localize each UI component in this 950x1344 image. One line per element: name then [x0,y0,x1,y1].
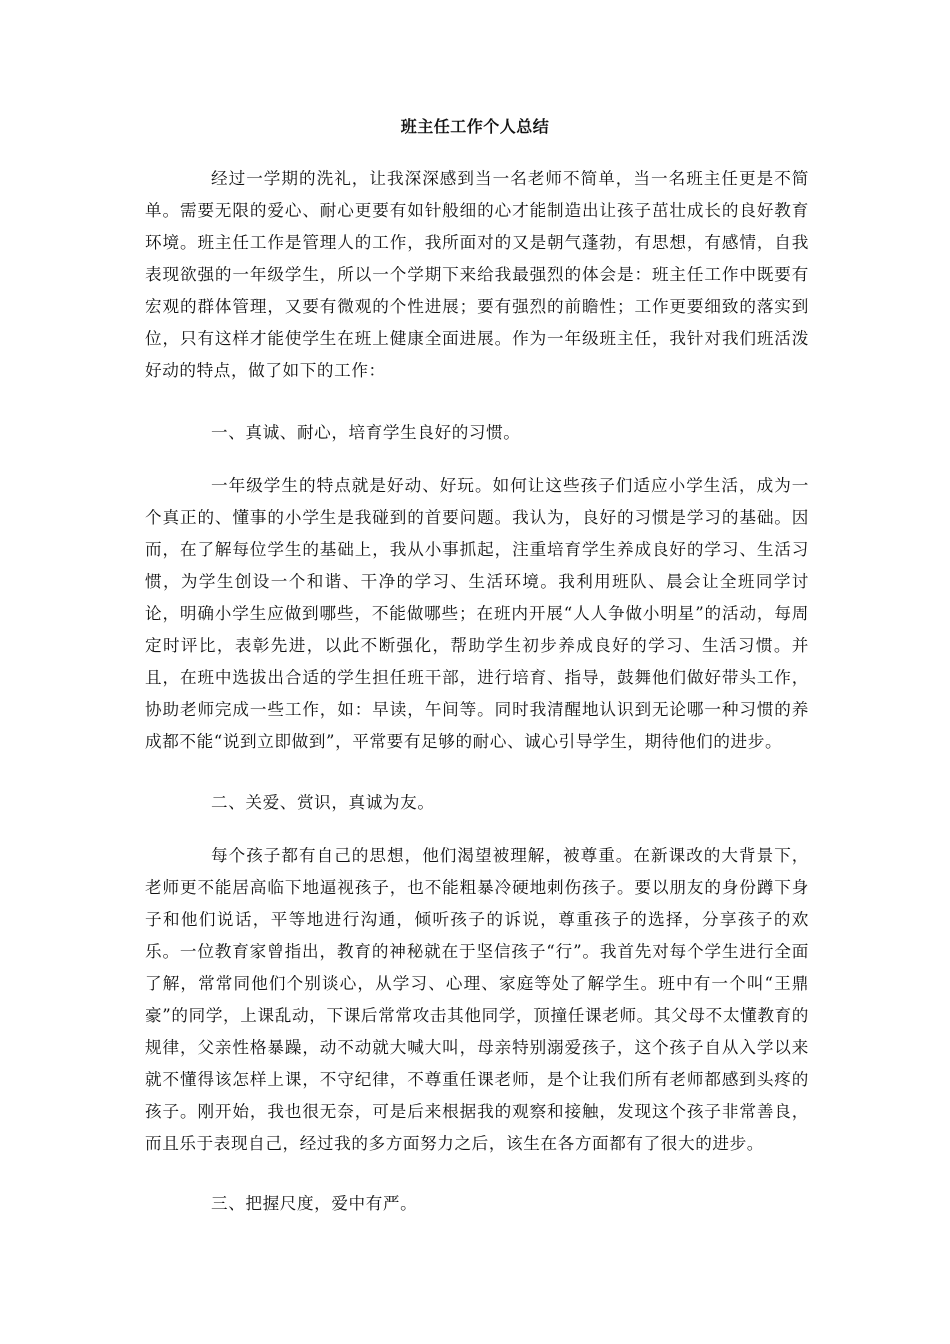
paragraph-intro: 经过一学期的洗礼，让我深深感到当一名老师不简单，当一名班主任更是不简单。需要无限的爱心、耐心更要有如针般细的心才能制造出让孩子茁壮成长的良好教育环境。班主任工作是管理人的工作，我所面对的又是朝气蓬勃，有思想，有感情，自我表现欲强的一年级学生，所以一个学期下来给我最强烈的体会是：班主任工作中既要有宏观的群体管理，又要有微观的个性进展；要有强烈的前瞻性；工作更要细致的落实到位，只有这样才能使学生在班上健康全面进展。作为一年级班主任，我针对我们班活泼好动的特点，做了如下的工作： [145,169,809,380]
section-heading-3: 三、把握尺度，爱中有严。 [211,1194,418,1213]
paragraph-care: 每个孩子都有自己的思想，他们渴望被理解，被尊重。在新课改的大背景下，老师更不能居高临下地逼视孩子，也不能粗暴冷硬地刺伤孩子。要以朋友的身份蹲下身子和他们说话，平等地进行沟通，倾听孩子的诉说，尊重孩子的选择，分享孩子的欢乐。一位教育家曾指出，教育的神秘就在于坚信孩子“行”。我首先对每个学生进行全面了解，常常同他们个别谈心，从学习、心理、家庭等处了解学生。班中有一个叫“王鼎豪”的同学，上课乱动，下课后常常攻击其他同学，顶撞任课老师。其父母不太懂教育的规律，父亲性格暴躁，动不动就大喊大叫，母亲特别溺爱孩子，这个孩子自从入学以来就不懂得该怎样上课，不守纪律，不尊重任课老师，是个让我们所有老师都感到头疼的孩子。刚开始，我也很无奈，可是后来根据我的观察和接触，发现这个孩子非常善良，而且乐于表现自己，经过我的多方面努力之后，该生在各方面都有了很大的进步。 [145,846,809,1153]
section-heading-1: 一、真诚、耐心，培育学生良好的习惯。 [211,423,521,442]
document-title: 班主任工作个人总结 [400,117,550,136]
paragraph-habits: 一年级学生的特点就是好动、好玩。如何让这些孩子们适应小学生活，成为一个真正的、懂事的小学生是我碰到的首要问题。我认为，良好的习惯是学习的基础。因而，在了解每位学生的基础上，我从小事抓起，注重培育学生养成良好的学习、生活习惯，为学生创设一个和谐、干净的学习、生活环境。我利用班队、晨会让全班同学讨论，明确小学生应做到哪些，不能做哪些；在班内开展“人人争做小明星”的活动，每周定时评比，表彰先进，以此不断强化，帮助学生初步养成良好的学习、生活习惯。并且，在班中选拔出合适的学生担任班干部，进行培育、指导，鼓舞他们做好带头工作，协助老师完成一些工作，如：早读，午间等。同时我清醒地认识到无论哪一种习惯的养成都不能“说到立即做到”，平常要有足够的耐心、诚心引导学生，期待他们的进步。 [145,476,809,751]
section-heading-2: 二、关爱、赏识，真诚为友。 [211,793,435,812]
